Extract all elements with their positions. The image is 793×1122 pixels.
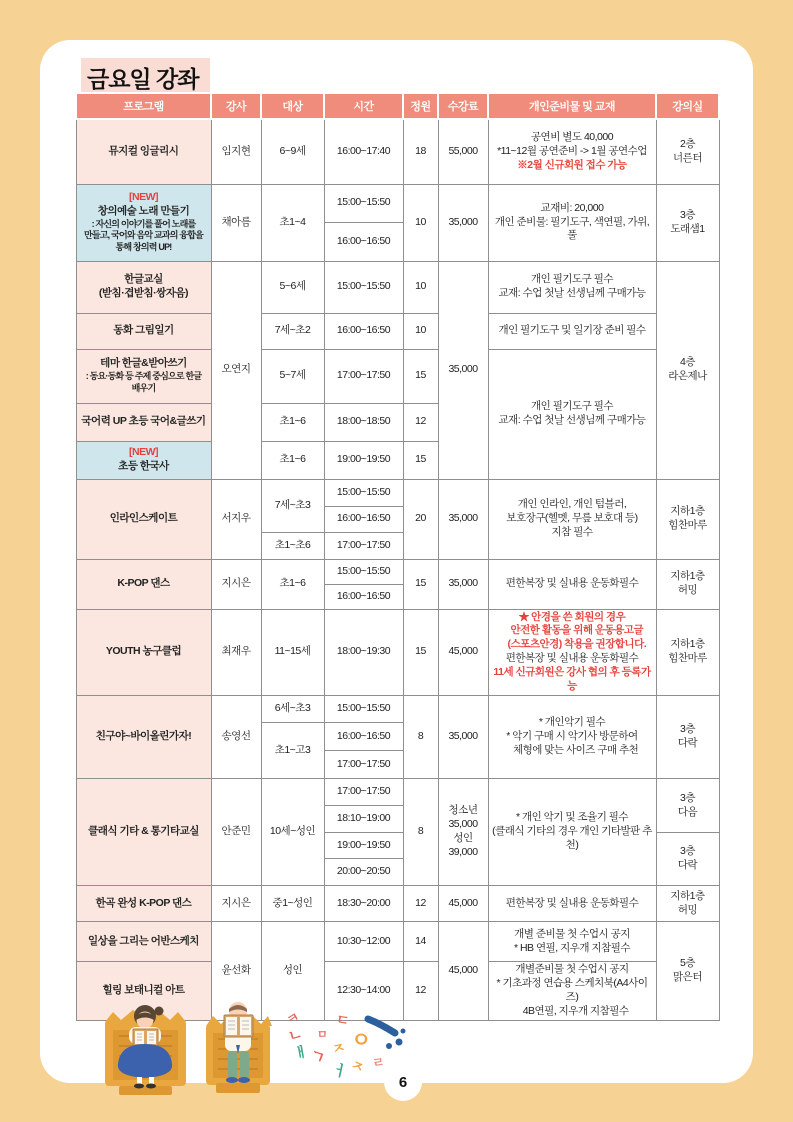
cell-sup: ★ 안경을 쓴 회원의 경우 안전한 활동을 위해 운동용고글 (스포츠안경) 착용을 권장합니다. 편한복장 및 실내용 운동화필수 11세 신규회원은 강사 협의 후 등록가능 (488, 609, 656, 696)
cell-time: 16:00~16:50 (324, 506, 403, 532)
cell-time: 10:30~12:00 (324, 922, 403, 962)
cell-sup: 개별준비물 첫 수업시 공지 * 기초과정 연습용 스케치북(A4사이즈) 4B연필, 지우개 지참필수 (488, 962, 656, 1021)
cell-tgt: 10세~성인 (261, 779, 324, 886)
table-body (76, 119, 719, 1021)
cell-room: 지하1층 허밍 (656, 559, 719, 609)
cell-time: 17:00~17:50 (324, 349, 403, 403)
cell-time: 16:00~16:50 (324, 584, 403, 609)
cell-time: 15:00~15:50 (324, 559, 403, 584)
cell-tgt: 초1~6 (261, 403, 324, 441)
cell-tgt: 초1~초6 (261, 532, 324, 559)
cell-room: 3층 다음 (656, 779, 719, 833)
confetti-letter: ㅓ (331, 1061, 349, 1082)
confetti-letter: ㅁ (317, 1029, 328, 1041)
table-row (76, 119, 719, 184)
cell-cap: 8 (403, 779, 438, 886)
cell-tgt: 7세~초3 (261, 479, 324, 532)
page-number: 6 (384, 1063, 422, 1101)
cell-time: 18:30~20:00 (324, 886, 403, 922)
table-row (76, 261, 719, 313)
confetti-letter: ㅈ (348, 1055, 368, 1077)
cell-time: 15:00~15:50 (324, 696, 403, 723)
confetti-letter: ㅇ (351, 1029, 372, 1052)
cell-sup: 편한복장 및 실내용 운동화필수 (488, 559, 656, 609)
cell-cap: 15 (403, 441, 438, 479)
cell-tgt: 5~6세 (261, 261, 324, 313)
cell-fee: 청소년 35,000 성인 39,000 (438, 779, 488, 886)
cell-room: 지하1층 힘찬마루 (656, 609, 719, 696)
cell-fee: 35,000 (438, 184, 488, 261)
table-row (76, 609, 719, 696)
cell-cap: 12 (403, 886, 438, 922)
cell-room: 3층 도래샘1 (656, 184, 719, 261)
cell-tgt: 초1~6 (261, 559, 324, 609)
table-header-row (76, 93, 719, 119)
cell-tgt: 초1~고3 (261, 723, 324, 779)
table-head (76, 93, 719, 119)
table-row (76, 479, 719, 506)
table-row (76, 349, 719, 403)
confetti-letter: ㅋ (283, 1008, 302, 1029)
cell-cap: 15 (403, 559, 438, 609)
cell-inst: 채아름 (211, 184, 261, 261)
cell-fee: 45,000 (438, 886, 488, 922)
confetti-letter: ㄴ (286, 1025, 305, 1046)
cell-inst: 안준민 (211, 779, 261, 886)
table-row (76, 184, 719, 222)
cell-cap: 12 (403, 962, 438, 1021)
cell-sup: * 개인 악기 및 조율기 필수 (클래식 기타의 경우 개인 기타발판 추천) (488, 779, 656, 886)
confetti-letter: ㅈ (330, 1038, 348, 1058)
table-row (76, 922, 719, 962)
cell-fee: 45,000 (438, 609, 488, 696)
cell-time: 17:00~17:50 (324, 751, 403, 779)
cell-time: 15:00~15:50 (324, 184, 403, 222)
cell-tgt: 초1~6 (261, 441, 324, 479)
cell-prog: 테마 한글&받아쓰기 : 동요·동화 등 주제 중심으로 한글 배우기 (76, 349, 211, 403)
confetti-letter: ㄷ (334, 1010, 351, 1030)
cell-room: 지하1층 힘찬마루 (656, 479, 719, 559)
cell-sup: 개인 인라인, 개인 텀블러, 보호장구(헬멧, 무릎 보호대 등) 지참 필수 (488, 479, 656, 559)
cell-cap: 12 (403, 403, 438, 441)
cell-inst: 임지현 (211, 119, 261, 184)
cell-time: 16:00~16:50 (324, 723, 403, 751)
cell-cap: 15 (403, 609, 438, 696)
cell-prog: [NEW] 초등 한국사 (76, 441, 211, 479)
cell-prog: 한글교실 (받침·겹받침·쌍자음) (76, 261, 211, 313)
cell-tgt: 7세~초2 (261, 313, 324, 349)
cell-room: 4층 라온제나 (656, 261, 719, 479)
cell-inst: 서지우 (211, 479, 261, 559)
cell-time: 15:00~15:50 (324, 479, 403, 506)
cell-prog: 한곡 완성 K-POP 댄스 (76, 886, 211, 922)
cell-inst: 윤선화 (211, 922, 261, 1021)
cell-time: 15:00~15:50 (324, 261, 403, 313)
cell-room: 3층 다락 (656, 833, 719, 886)
cell-tgt: 5~7세 (261, 349, 324, 403)
cell-cap: 10 (403, 261, 438, 313)
cell-inst: 오연지 (211, 261, 261, 479)
cell-prog: 일상을 그리는 어반스케치 (76, 922, 211, 962)
cell-time: 17:00~17:50 (324, 779, 403, 806)
reading-boy-illustration (198, 999, 278, 1097)
cell-cap: 15 (403, 349, 438, 403)
cell-time: 16:00~16:50 (324, 222, 403, 261)
confetti-letter: ㅐ (292, 1042, 309, 1062)
cell-time: 16:00~17:40 (324, 119, 403, 184)
cell-fee: 35,000 (438, 696, 488, 779)
page-title: 금요일 강좌 (81, 58, 210, 98)
cell-sup: 편한복장 및 실내용 운동화필수 (488, 886, 656, 922)
column-header: 정원 (403, 93, 438, 119)
table-row (76, 313, 719, 349)
cell-prog: K-POP 댄스 (76, 559, 211, 609)
cell-inst: 최재우 (211, 609, 261, 696)
confetti-letter: ㄱ (306, 1046, 328, 1069)
cell-fee: 55,000 (438, 119, 488, 184)
cell-cap: 14 (403, 922, 438, 962)
column-header: 강사 (211, 93, 261, 119)
cell-time: 18:10~19:00 (324, 806, 403, 833)
cell-time: 20:00~20:50 (324, 859, 403, 886)
cell-tgt: 6~9세 (261, 119, 324, 184)
cell-room: 5층 맑은터 (656, 922, 719, 1021)
cell-fee: 45,000 (438, 922, 488, 1021)
column-header: 강의실 (656, 93, 719, 119)
cell-time: 19:00~19:50 (324, 441, 403, 479)
table-row (76, 886, 719, 922)
cell-tgt: 11~15세 (261, 609, 324, 696)
cell-prog: 뮤지컬 잉글리시 (76, 119, 211, 184)
table-row (76, 779, 719, 806)
cell-sup: 개인 필기도구 필수 교재: 수업 첫날 선생님께 구매가능 (488, 261, 656, 313)
cell-prog: 인라인스케이트 (76, 479, 211, 559)
schedule-table (75, 92, 720, 1021)
cell-cap: 8 (403, 696, 438, 779)
cell-sup: * 개인악기 필수 * 악기 구매 시 악기사 방문하여 체형에 맞는 사이즈 구매 추천 (488, 696, 656, 779)
confetti-letter: ㄹ (371, 1054, 386, 1071)
cell-prog: 국어력 UP 초등 국어&글쓰기 (76, 403, 211, 441)
cell-fee: 35,000 (438, 261, 488, 479)
column-header: 시간 (324, 93, 403, 119)
cell-room: 3층 다락 (656, 696, 719, 779)
cell-room: 지하1층 허밍 (656, 886, 719, 922)
cell-cap: 10 (403, 313, 438, 349)
cell-time: 12:30~14:00 (324, 962, 403, 1021)
column-header: 수강료 (438, 93, 488, 119)
cell-fee: 35,000 (438, 479, 488, 559)
cell-prog: 힐링 보태니컬 아트 (76, 962, 211, 1021)
cell-sup: 교재비: 20,000 개인 준비물: 필기도구, 색연필, 가위, 풀 (488, 184, 656, 261)
cell-sup: 개인 필기도구 필수 교재: 수업 첫날 선생님께 구매가능 (488, 349, 656, 479)
cell-cap: 10 (403, 184, 438, 261)
column-header: 개인준비물 및 교재 (488, 93, 656, 119)
cell-time: 16:00~16:50 (324, 313, 403, 349)
cell-time: 18:00~18:50 (324, 403, 403, 441)
cell-sup: 공연비 별도 40,000 *11~12월 공연준비 -> 1월 공연수업 ※2월 신규회원 접수 가능 (488, 119, 656, 184)
column-header: 대상 (261, 93, 324, 119)
cell-sup: 개인 필기도구 및 일기장 준비 필수 (488, 313, 656, 349)
table-row (76, 559, 719, 584)
cell-prog: 동화 그림일기 (76, 313, 211, 349)
cell-cap: 18 (403, 119, 438, 184)
cell-room: 2층 너른터 (656, 119, 719, 184)
cell-sup: 개별 준비물 첫 수업시 공지 * HB 연필, 지우개 지참필수 (488, 922, 656, 962)
cell-inst: 지시은 (211, 886, 261, 922)
cell-prog: 클래식 기타 & 통기타교실 (76, 779, 211, 886)
cell-inst: 송영선 (211, 696, 261, 779)
cell-inst: 지시은 (211, 559, 261, 609)
cell-time: 18:00~19:30 (324, 609, 403, 696)
cell-time: 19:00~19:50 (324, 833, 403, 859)
cell-prog: 친구야~바이올린가자! (76, 696, 211, 779)
cell-cap: 20 (403, 479, 438, 559)
reading-girl-illustration (93, 1002, 198, 1097)
cell-time: 17:00~17:50 (324, 532, 403, 559)
cell-tgt: 6세~초3 (261, 696, 324, 723)
cell-prog: [NEW] 창의예술 노래 만들기 : 자신의 이야기를 풀어 노래를 만들고, 국어와 음악 교과의 융합을 통해 창의력 UP! (76, 184, 211, 261)
column-header: 프로그램 (76, 93, 211, 119)
cell-tgt: 중1~성인 (261, 886, 324, 922)
cell-tgt: 초1~4 (261, 184, 324, 261)
table-row (76, 696, 719, 723)
cell-fee: 35,000 (438, 559, 488, 609)
cell-prog: YOUTH 농구클럽 (76, 609, 211, 696)
cell-tgt: 성인 (261, 922, 324, 1021)
